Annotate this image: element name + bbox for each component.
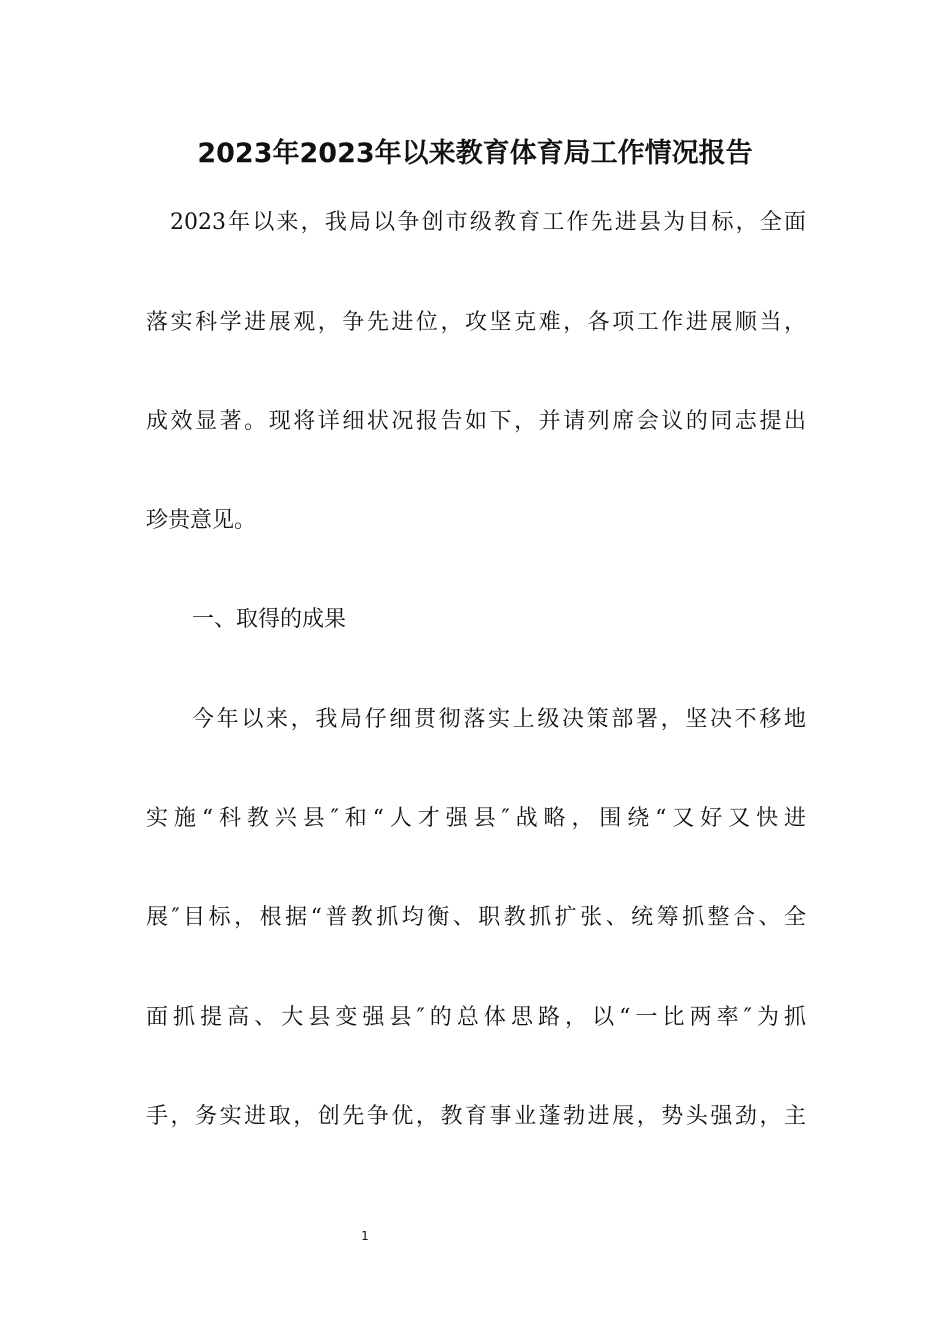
section-heading: 一、取得的成果 [192,607,347,632]
text-line: 2023年以来，我局以争创市级教育工作先进县为目标，全面 [170,210,806,235]
text-line: 落实科学进展观，争先进位，攻坚克难，各项工作进展顺当， [146,310,806,335]
text-line: 实施“科教兴县″和“人才强县″战略，围绕“又好又快进 [146,806,806,831]
text-line: 手，务实进取，创先争优，教育事业蓬勃进展，势头强劲，主 [146,1104,806,1129]
text-line: 展″目标，根据“普教抓均衡、职教抓扩张、统筹抓整合、全 [146,905,806,930]
text-line: 今年以来，我局仔细贯彻落实上级决策部署，坚决不移地 [192,707,806,732]
page-number: 1 [361,1229,369,1243]
text-line: 成效显著。现将详细状况报告如下，并请列席会议的同志提出 [146,409,806,434]
page-title: 2023年2023年以来教育体育局工作情况报告 [197,138,753,169]
text-line: 珍贵意见。 [146,508,257,533]
text-line: 面抓提高、大县变强县″的总体思路，以“一比两率″为抓 [146,1005,806,1030]
